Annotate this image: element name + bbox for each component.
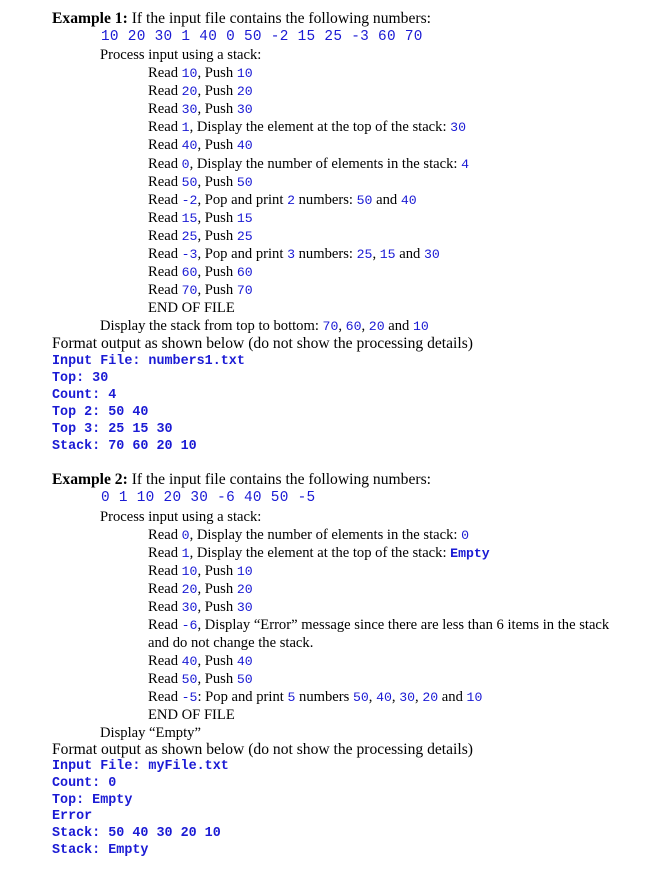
step-text: numbers — [295, 689, 353, 705]
example-2-step — [148, 562, 253, 581]
example-2-process-label: Process input using a stack: — [100, 509, 262, 525]
step-text: , Display the number of elements in the stack: — [189, 527, 462, 543]
step-read-number: 40 — [181, 138, 198, 153]
step-text: , Push — [197, 563, 237, 579]
step-read-number: 50 — [181, 175, 198, 190]
example-2-step — [148, 598, 253, 617]
step-text: Read — [148, 617, 182, 633]
step-value: 30 — [236, 102, 253, 117]
step-text: Read — [148, 65, 182, 81]
step-text: Read — [148, 119, 182, 135]
step-text: and — [372, 192, 401, 208]
step-value: 5 — [287, 690, 296, 705]
example-1-display-line — [100, 317, 429, 336]
step-value: 30 — [450, 120, 466, 135]
example-1-input-numbers: 10 20 30 1 40 0 50 -2 15 25 -3 60 70 — [101, 29, 423, 45]
step-read-number: 40 — [181, 654, 198, 669]
step-text: : Pop and print — [197, 689, 288, 705]
step-text: Read — [148, 282, 182, 298]
example-2-output-line: Count: 0 — [52, 776, 117, 791]
step-read-number: 50 — [181, 672, 198, 687]
display-sep: , — [338, 318, 346, 334]
example-1-eof: END OF FILE — [148, 300, 235, 316]
step-value: 15 — [379, 247, 396, 262]
step-text: , Push — [197, 83, 237, 99]
step-value: 20 — [422, 690, 439, 705]
step-value: 50 — [352, 690, 369, 705]
step-value: 50 — [356, 193, 373, 208]
step-text: and — [395, 246, 424, 262]
step-text: , Push — [197, 653, 237, 669]
display-value: 60 — [345, 319, 362, 334]
step-read-number: 1 — [181, 120, 190, 135]
step-text: Read — [148, 671, 182, 687]
example-2-step — [148, 526, 469, 545]
step-read-number: -5 — [181, 690, 198, 705]
step-text: Read — [148, 83, 182, 99]
example-2-step — [148, 670, 253, 689]
step-value: 0 — [461, 528, 470, 543]
step-text: numbers: — [294, 246, 357, 262]
display-value: 70 — [322, 319, 339, 334]
step-text: , Display the element at the top of the stack: — [189, 119, 451, 135]
step-read-number: -6 — [181, 618, 198, 633]
step-value: 10 — [236, 564, 253, 579]
step-sep: and — [438, 689, 467, 705]
step-text: Read — [148, 545, 182, 561]
step-value: Empty — [450, 546, 490, 561]
step-text: , Push — [197, 264, 237, 280]
step-read-number: 60 — [181, 265, 198, 280]
step-text: Read — [148, 174, 182, 190]
example-1-step — [148, 82, 253, 101]
step-value: 30 — [236, 600, 253, 615]
example-2-eof: END OF FILE — [148, 707, 235, 723]
step-text: Read — [148, 581, 182, 597]
example-2-heading — [52, 471, 431, 489]
example-1-step — [148, 227, 253, 246]
example-2-title: Example 2: — [52, 471, 128, 488]
step-text: , Display the element at the top of the stack: — [189, 545, 451, 561]
step-value: 25 — [356, 247, 373, 262]
example-2-input-numbers: 0 1 10 20 30 -6 40 50 -5 — [101, 490, 316, 506]
example-2-output-line: Error — [52, 809, 93, 824]
example-2-output-line: Top: Empty — [52, 793, 133, 808]
example-1-step — [148, 118, 466, 137]
step-text: numbers: — [294, 192, 357, 208]
example-2-step — [148, 544, 490, 563]
step-value: 10 — [466, 690, 483, 705]
step-value: 20 — [236, 84, 253, 99]
step-value: 15 — [236, 211, 253, 226]
step-value: 50 — [236, 672, 253, 687]
example-1-output-line: Top 3: 25 15 30 — [52, 422, 173, 437]
step-text: , Push — [197, 210, 237, 226]
step-text: , Display “Error” message since there are less than 6 items in the stack — [197, 617, 610, 633]
example-1-output-line: Top: 30 — [52, 371, 109, 386]
step-text: , Push — [197, 671, 237, 687]
step-text: Read — [148, 192, 182, 208]
step-text: Read — [148, 210, 182, 226]
display-value: 20 — [368, 319, 385, 334]
step-read-number: 30 — [181, 600, 198, 615]
step-read-number: 30 — [181, 102, 198, 117]
step-text: Read — [148, 101, 182, 117]
step-text: Read — [148, 156, 182, 172]
example-1-output-line: Top 2: 50 40 — [52, 405, 149, 420]
example-1-step — [148, 281, 253, 300]
step-value: 40 — [376, 690, 392, 705]
step-read-number: 70 — [181, 283, 198, 298]
step-value: 60 — [236, 265, 253, 280]
step-read-number: 10 — [181, 564, 198, 579]
step-text: Read — [148, 653, 182, 669]
step-value: 40 — [400, 193, 417, 208]
example-1-step — [148, 136, 253, 155]
step-text: , Display the number of elements in the stack: — [189, 156, 462, 172]
example-1-process-label: Process input using a stack: — [100, 47, 262, 63]
step-text: Read — [148, 599, 182, 615]
step-text: Read — [148, 689, 182, 705]
step-value: 30 — [423, 247, 440, 262]
step-read-number: 20 — [181, 582, 198, 597]
step-read-number: 1 — [181, 546, 190, 561]
step-text: , Push — [197, 101, 237, 117]
step-read-number: 0 — [181, 157, 190, 172]
step-value: 10 — [236, 66, 253, 81]
example-1-output-line: Stack: 70 60 20 10 — [52, 439, 197, 454]
step-sep: , — [368, 689, 377, 705]
example-1-intro: If the input file contains the following numbers: — [131, 10, 431, 27]
step-read-number: 0 — [181, 528, 190, 543]
step-text: , Push — [197, 228, 237, 244]
step-text: Read — [148, 246, 182, 262]
step-read-number: -2 — [181, 193, 198, 208]
step-sep: , — [415, 689, 423, 705]
step-read-number: 15 — [181, 211, 198, 226]
step-value: 25 — [236, 229, 253, 244]
step-text: , Push — [197, 599, 237, 615]
example-1-step — [148, 64, 253, 83]
example-2-step — [148, 652, 253, 671]
step-value: 40 — [236, 138, 253, 153]
step-read-number: 20 — [181, 84, 198, 99]
display-sep: and — [384, 318, 413, 334]
step-text: , Push — [197, 174, 237, 190]
example-2-intro: If the input file contains the following numbers: — [131, 471, 431, 488]
step-text: , Push — [197, 282, 237, 298]
step-text: , Pop and print — [197, 246, 288, 262]
example-2-step — [148, 688, 482, 707]
example-1-step — [148, 173, 253, 192]
example-2-output-line: Stack: Empty — [52, 843, 149, 858]
example-1-title: Example 1: — [52, 10, 128, 27]
step-text: , Push — [197, 65, 237, 81]
example-1-output-line: Count: 4 — [52, 388, 117, 403]
step-value: 20 — [236, 582, 253, 597]
example-1-step — [148, 245, 440, 264]
step-text: , — [372, 246, 380, 262]
example-1-step — [148, 209, 253, 228]
step-value: 3 — [287, 247, 295, 262]
example-2-display-line: Display “Empty” — [100, 725, 201, 741]
step-text: , Push — [197, 137, 237, 153]
example-2-format-note: Format output as shown below (do not show the processing details) — [52, 741, 473, 758]
step-text: Read — [148, 527, 182, 543]
step-text: Read — [148, 137, 182, 153]
step-read-number: 25 — [181, 229, 198, 244]
example-2-output-line: Stack: 50 40 30 20 10 — [52, 826, 221, 841]
step-text: , Push — [197, 581, 237, 597]
example-1-step — [148, 155, 469, 174]
step-value: 40 — [236, 654, 253, 669]
step-text: , Pop and print — [197, 192, 288, 208]
example-1-output-line: Input File: numbers1.txt — [52, 354, 245, 369]
step-text: Read — [148, 264, 182, 280]
step-sep: , — [391, 689, 400, 705]
step-read-number: -3 — [181, 247, 198, 262]
step-value: 50 — [236, 175, 253, 190]
display-sep: , — [361, 318, 369, 334]
display-value: 10 — [412, 319, 429, 334]
step-value: 70 — [236, 283, 253, 298]
step-text: Read — [148, 228, 182, 244]
example-2-step — [148, 580, 253, 599]
example-2-step-continuation: and do not change the stack. — [148, 635, 314, 651]
step-value: 4 — [461, 157, 470, 172]
example-1-display-label: Display the stack from top to bottom: — [100, 318, 323, 334]
example-2-output-line: Input File: myFile.txt — [52, 759, 229, 774]
step-value: 30 — [399, 690, 416, 705]
example-1-step — [148, 263, 253, 282]
step-value: 2 — [287, 193, 295, 208]
example-1-step — [148, 100, 253, 119]
example-1-format-note: Format output as shown below (do not show the processing details) — [52, 335, 473, 352]
example-1-step — [148, 191, 417, 210]
step-text: Read — [148, 563, 182, 579]
example-2-step — [148, 616, 609, 635]
example-1-heading — [52, 10, 431, 28]
step-read-number: 10 — [181, 66, 198, 81]
